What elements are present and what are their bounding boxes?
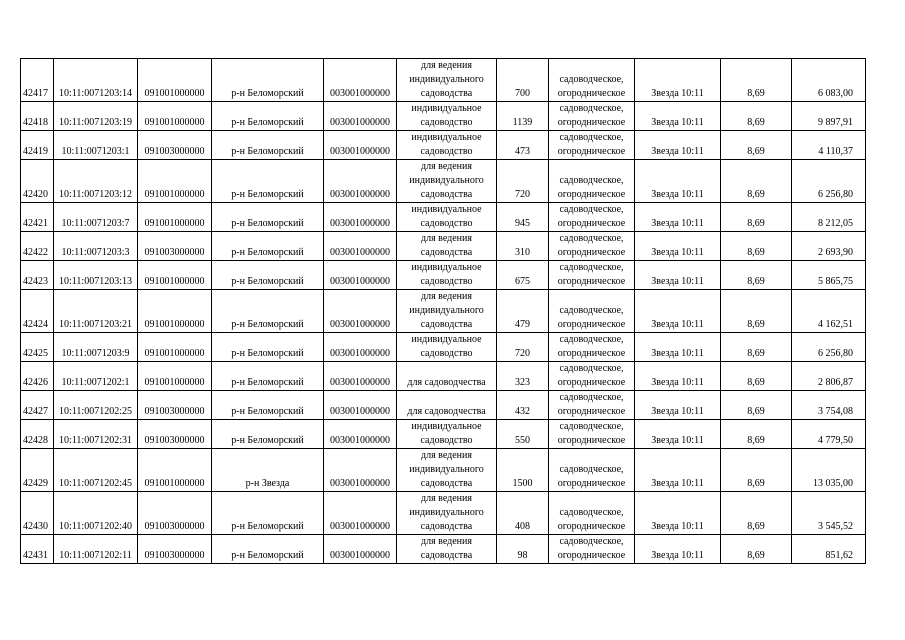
oktmo-code: 091003000000 <box>138 420 212 449</box>
category-cell <box>549 131 635 160</box>
area-cell: 945 <box>497 203 549 232</box>
usage-cell <box>397 261 497 290</box>
row-id: 42417 <box>21 59 54 102</box>
rate-cell: 8,69 <box>721 131 792 160</box>
code-cell: 003001000000 <box>324 449 397 492</box>
cadastral-number: 10:11:0071203:12 <box>54 160 138 203</box>
table-row <box>21 535 866 564</box>
usage-cell-line: садоводство <box>420 348 473 359</box>
usage-cell-line: садоводства <box>420 521 473 532</box>
row-id: 42425 <box>21 333 54 362</box>
category-cell <box>549 203 635 232</box>
usage-cell-line: индивидуальное <box>411 103 482 114</box>
cadastral-number: 10:11:0071203:7 <box>54 203 138 232</box>
usage-cell <box>397 203 497 232</box>
address-cell: Звезда 10:11 <box>635 131 721 160</box>
category-cell-line: огородническое <box>557 478 626 489</box>
oktmo-code: 091001000000 <box>138 160 212 203</box>
table-row <box>21 261 866 290</box>
oktmo-code: 091001000000 <box>138 203 212 232</box>
usage-cell <box>397 449 497 492</box>
category-cell-line: садоводческое, <box>559 74 624 85</box>
row-id: 42424 <box>21 290 54 333</box>
usage-cell-line: индивидуального <box>409 464 484 475</box>
address-cell: Звезда 10:11 <box>635 449 721 492</box>
area-cell: 323 <box>497 362 549 391</box>
tax-cell: 6 083,00 <box>792 59 866 102</box>
code-cell: 003001000000 <box>324 362 397 391</box>
table-row <box>21 420 866 449</box>
row-id: 42422 <box>21 232 54 261</box>
oktmo-code: 091001000000 <box>138 261 212 290</box>
category-cell-line: огородническое <box>557 146 626 157</box>
address-cell: Звезда 10:11 <box>635 59 721 102</box>
rate-cell: 8,69 <box>721 160 792 203</box>
area-cell: 720 <box>497 160 549 203</box>
code-cell: 003001000000 <box>324 160 397 203</box>
category-cell-line: садоводческое, <box>559 233 624 244</box>
usage-cell-line: индивидуального <box>409 507 484 518</box>
category-cell-line: огородническое <box>557 117 626 128</box>
category-cell-line: садоводческое, <box>559 334 624 345</box>
district-cell: р-н Звезда <box>212 449 324 492</box>
row-id: 42426 <box>21 362 54 391</box>
area-cell: 1500 <box>497 449 549 492</box>
category-cell-line: огородническое <box>557 435 626 446</box>
district-cell: р-н Беломорский <box>212 492 324 535</box>
cadastral-number: 10:11:0071203:9 <box>54 333 138 362</box>
district-cell: р-н Беломорский <box>212 261 324 290</box>
usage-cell <box>397 59 497 102</box>
table-row <box>21 391 866 420</box>
cadastral-number: 10:11:0071203:3 <box>54 232 138 261</box>
usage-cell-line: для ведения <box>421 161 472 172</box>
tax-cell: 2 806,87 <box>792 362 866 391</box>
table-row <box>21 102 866 131</box>
category-cell-line: садоводческое, <box>559 392 624 403</box>
row-id: 42428 <box>21 420 54 449</box>
category-cell-line: огородническое <box>557 377 626 388</box>
tax-cell: 3 754,08 <box>792 391 866 420</box>
usage-cell-line: индивидуальное <box>411 334 482 345</box>
table-row <box>21 290 866 333</box>
rate-cell: 8,69 <box>721 290 792 333</box>
oktmo-code: 091001000000 <box>138 290 212 333</box>
oktmo-code: 091001000000 <box>138 362 212 391</box>
district-cell: р-н Беломорский <box>212 59 324 102</box>
usage-cell-line: садоводства <box>420 319 473 330</box>
category-cell <box>549 160 635 203</box>
usage-cell <box>397 290 497 333</box>
tax-cell: 5 865,75 <box>792 261 866 290</box>
category-cell <box>549 290 635 333</box>
row-id: 42430 <box>21 492 54 535</box>
category-cell-line: садоводческое, <box>559 175 624 186</box>
oktmo-code: 091003000000 <box>138 535 212 564</box>
usage-cell <box>397 492 497 535</box>
rate-cell: 8,69 <box>721 102 792 131</box>
usage-cell-line: садоводства <box>420 189 473 200</box>
category-cell-line: огородническое <box>557 319 626 330</box>
code-cell: 003001000000 <box>324 232 397 261</box>
district-cell: р-н Беломорский <box>212 203 324 232</box>
table-row <box>21 232 866 261</box>
district-cell: р-н Беломорский <box>212 535 324 564</box>
row-id: 42418 <box>21 102 54 131</box>
address-cell: Звезда 10:11 <box>635 102 721 131</box>
category-cell <box>549 362 635 391</box>
district-cell: р-н Беломорский <box>212 362 324 391</box>
oktmo-code: 091001000000 <box>138 449 212 492</box>
address-cell: Звезда 10:11 <box>635 420 721 449</box>
usage-cell-line: для ведения <box>421 291 472 302</box>
tax-cell: 4 110,37 <box>792 131 866 160</box>
row-id: 42421 <box>21 203 54 232</box>
usage-cell-line: садоводство <box>420 218 473 229</box>
row-id: 42431 <box>21 535 54 564</box>
area-cell: 479 <box>497 290 549 333</box>
address-cell: Звезда 10:11 <box>635 160 721 203</box>
tax-cell: 6 256,80 <box>792 333 866 362</box>
usage-cell-line: садоводство <box>420 146 473 157</box>
rate-cell: 8,69 <box>721 535 792 564</box>
category-cell <box>549 420 635 449</box>
usage-cell-line: для ведения <box>421 60 472 71</box>
cadastral-number: 10:11:0071202:31 <box>54 420 138 449</box>
address-cell: Звезда 10:11 <box>635 203 721 232</box>
cadastral-number: 10:11:0071202:1 <box>54 362 138 391</box>
usage-cell <box>397 160 497 203</box>
cadastral-number: 10:11:0071202:25 <box>54 391 138 420</box>
tax-cell: 851,62 <box>792 535 866 564</box>
usage-cell-line: для ведения <box>421 233 472 244</box>
table-row <box>21 160 866 203</box>
category-cell-line: садоводческое, <box>559 507 624 518</box>
category-cell <box>549 232 635 261</box>
usage-cell-line: для садоводчества <box>407 377 486 388</box>
table-row <box>21 449 866 492</box>
area-cell: 720 <box>497 333 549 362</box>
category-cell-line: садоводческое, <box>559 204 624 215</box>
usage-cell-line: садоводство <box>420 117 473 128</box>
code-cell: 003001000000 <box>324 333 397 362</box>
row-id: 42423 <box>21 261 54 290</box>
usage-cell <box>397 391 497 420</box>
category-cell-line: огородническое <box>557 189 626 200</box>
code-cell: 003001000000 <box>324 131 397 160</box>
row-id: 42427 <box>21 391 54 420</box>
code-cell: 003001000000 <box>324 102 397 131</box>
category-cell-line: огородническое <box>557 247 626 258</box>
row-id: 42419 <box>21 131 54 160</box>
oktmo-code: 091003000000 <box>138 492 212 535</box>
table-row <box>21 492 866 535</box>
area-cell: 1139 <box>497 102 549 131</box>
category-cell <box>549 492 635 535</box>
rate-cell: 8,69 <box>721 59 792 102</box>
area-cell: 473 <box>497 131 549 160</box>
rate-cell: 8,69 <box>721 420 792 449</box>
tax-cell: 4 779,50 <box>792 420 866 449</box>
category-cell <box>549 449 635 492</box>
usage-cell-line: индивидуального <box>409 175 484 186</box>
tax-cell: 9 897,91 <box>792 102 866 131</box>
code-cell: 003001000000 <box>324 420 397 449</box>
address-cell: Звезда 10:11 <box>635 261 721 290</box>
tax-cell: 4 162,51 <box>792 290 866 333</box>
address-cell: Звезда 10:11 <box>635 492 721 535</box>
usage-cell-line: садоводства <box>420 550 473 561</box>
category-cell-line: огородническое <box>557 406 626 417</box>
oktmo-code: 091001000000 <box>138 59 212 102</box>
address-cell: Звезда 10:11 <box>635 232 721 261</box>
category-cell <box>549 59 635 102</box>
category-cell-line: садоводческое, <box>559 421 624 432</box>
usage-cell <box>397 333 497 362</box>
code-cell: 003001000000 <box>324 59 397 102</box>
usage-cell-line: индивидуальное <box>411 262 482 273</box>
rate-cell: 8,69 <box>721 333 792 362</box>
address-cell: Звезда 10:11 <box>635 391 721 420</box>
table-body <box>21 59 866 564</box>
district-cell: р-н Беломорский <box>212 420 324 449</box>
category-cell-line: садоводческое, <box>559 536 624 547</box>
code-cell: 003001000000 <box>324 203 397 232</box>
cadastral-number: 10:11:0071203:19 <box>54 102 138 131</box>
usage-cell-line: садоводство <box>420 435 473 446</box>
table-row <box>21 131 866 160</box>
category-cell <box>549 261 635 290</box>
area-cell: 550 <box>497 420 549 449</box>
district-cell: р-н Беломорский <box>212 391 324 420</box>
row-id: 42429 <box>21 449 54 492</box>
row-id: 42420 <box>21 160 54 203</box>
category-cell-line: огородническое <box>557 218 626 229</box>
usage-cell <box>397 131 497 160</box>
usage-cell <box>397 232 497 261</box>
district-cell: р-н Беломорский <box>212 290 324 333</box>
usage-cell-line: для ведения <box>421 450 472 461</box>
code-cell: 003001000000 <box>324 391 397 420</box>
cadastral-number: 10:11:0071203:14 <box>54 59 138 102</box>
category-cell-line: садоводческое, <box>559 103 624 114</box>
usage-cell-line: индивидуальное <box>411 132 482 143</box>
district-cell: р-н Беломорский <box>212 232 324 261</box>
rate-cell: 8,69 <box>721 203 792 232</box>
rate-cell: 8,69 <box>721 492 792 535</box>
usage-cell-line: садоводство <box>420 276 473 287</box>
district-cell: р-н Беломорский <box>212 102 324 131</box>
address-cell: Звезда 10:11 <box>635 362 721 391</box>
oktmo-code: 091003000000 <box>138 391 212 420</box>
rate-cell: 8,69 <box>721 232 792 261</box>
address-cell: Звезда 10:11 <box>635 290 721 333</box>
district-cell: р-н Беломорский <box>212 333 324 362</box>
area-cell: 432 <box>497 391 549 420</box>
category-cell-line: садоводческое, <box>559 262 624 273</box>
category-cell-line: огородническое <box>557 550 626 561</box>
category-cell-line: садоводческое, <box>559 363 624 374</box>
table-row <box>21 203 866 232</box>
cadastral-number: 10:11:0071202:11 <box>54 535 138 564</box>
table-row <box>21 59 866 102</box>
tax-cell: 2 693,90 <box>792 232 866 261</box>
usage-cell <box>397 535 497 564</box>
oktmo-code: 091003000000 <box>138 131 212 160</box>
address-cell: Звезда 10:11 <box>635 333 721 362</box>
usage-cell-line: индивидуального <box>409 305 484 316</box>
code-cell: 003001000000 <box>324 492 397 535</box>
category-cell-line: огородническое <box>557 348 626 359</box>
oktmo-code: 091003000000 <box>138 232 212 261</box>
usage-cell-line: для ведения <box>421 536 472 547</box>
address-cell: Звезда 10:11 <box>635 535 721 564</box>
code-cell: 003001000000 <box>324 535 397 564</box>
usage-cell-line: индивидуальное <box>411 204 482 215</box>
category-cell <box>549 535 635 564</box>
code-cell: 003001000000 <box>324 261 397 290</box>
usage-cell-line: индивидуального <box>409 74 484 85</box>
district-cell: р-н Беломорский <box>212 160 324 203</box>
tax-cell: 3 545,52 <box>792 492 866 535</box>
category-cell <box>549 102 635 131</box>
cadastral-number: 10:11:0071202:40 <box>54 492 138 535</box>
usage-cell-line: для садоводчества <box>407 406 486 417</box>
area-cell: 310 <box>497 232 549 261</box>
tax-cell: 13 035,00 <box>792 449 866 492</box>
tax-cell: 8 212,05 <box>792 203 866 232</box>
usage-cell-line: садоводства <box>420 247 473 258</box>
oktmo-code: 091001000000 <box>138 102 212 131</box>
usage-cell-line: садоводства <box>420 478 473 489</box>
code-cell: 003001000000 <box>324 290 397 333</box>
category-cell-line: огородническое <box>557 521 626 532</box>
area-cell: 700 <box>497 59 549 102</box>
area-cell: 98 <box>497 535 549 564</box>
rate-cell: 8,69 <box>721 261 792 290</box>
oktmo-code: 091001000000 <box>138 333 212 362</box>
cadastral-number: 10:11:0071203:1 <box>54 131 138 160</box>
table-row <box>21 333 866 362</box>
category-cell-line: садоводческое, <box>559 464 624 475</box>
rate-cell: 8,69 <box>721 362 792 391</box>
area-cell: 675 <box>497 261 549 290</box>
cadastral-number: 10:11:0071202:45 <box>54 449 138 492</box>
usage-cell <box>397 102 497 131</box>
category-cell <box>549 391 635 420</box>
usage-cell <box>397 420 497 449</box>
table-row <box>21 362 866 391</box>
land-plot-table <box>20 58 866 564</box>
category-cell-line: садоводческое, <box>559 305 624 316</box>
usage-cell-line: для ведения <box>421 493 472 504</box>
category-cell-line: садоводческое, <box>559 132 624 143</box>
category-cell-line: огородническое <box>557 276 626 287</box>
area-cell: 408 <box>497 492 549 535</box>
category-cell-line: огородническое <box>557 88 626 99</box>
cadastral-number: 10:11:0071203:13 <box>54 261 138 290</box>
rate-cell: 8,69 <box>721 391 792 420</box>
usage-cell <box>397 362 497 391</box>
tax-cell: 6 256,80 <box>792 160 866 203</box>
category-cell <box>549 333 635 362</box>
cadastral-number: 10:11:0071203:21 <box>54 290 138 333</box>
usage-cell-line: садоводства <box>420 88 473 99</box>
district-cell: р-н Беломорский <box>212 131 324 160</box>
usage-cell-line: индивидуальное <box>411 421 482 432</box>
rate-cell: 8,69 <box>721 449 792 492</box>
